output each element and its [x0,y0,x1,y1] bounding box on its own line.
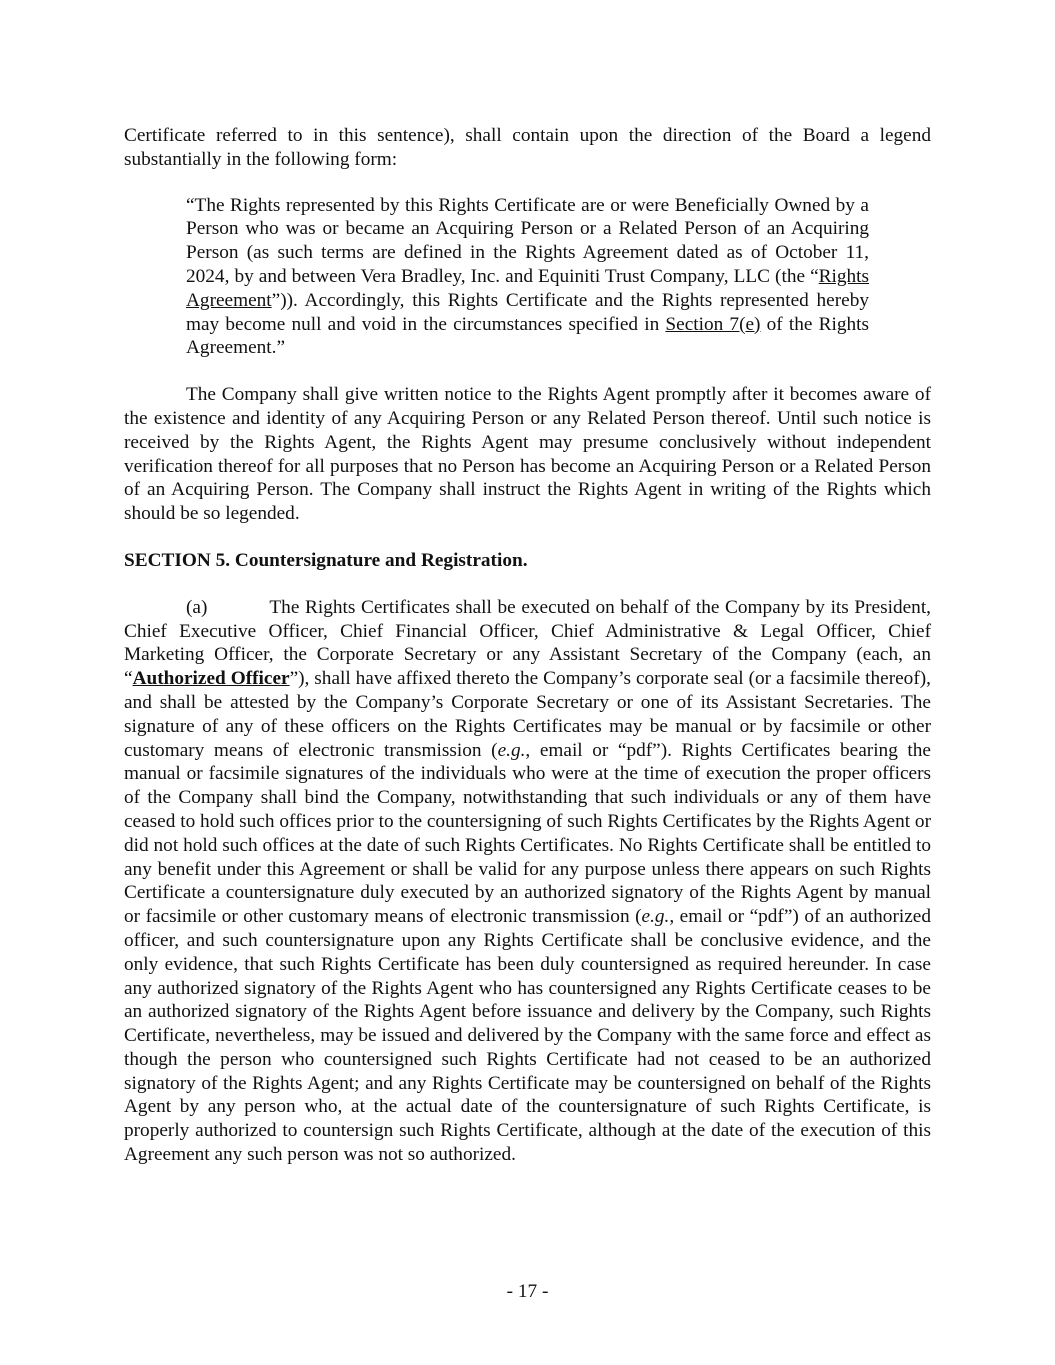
legend-text-1: “The Rights represented by this Rights Certificate are or were Beneficially Owned by a Person who was or became an Acquiring Person or a Related Person of an Acquiring Person (as such terms are defined in the Rights Agreement dated as of October 11, 2024, by and between Vera Bradley, Inc. and Equiniti Trust Company, LLC (the “ [186,194,869,287]
rights-agreement-defined-term: Rights Agreement [186,265,869,311]
paragraph-text: The Company shall give written notice to the Rights Agent promptly after it becomes aware of the existence and identity of any Acquiring Person or any Related Person thereof. Until such notice is received by the Rights Agent, the Rights Agent may presume conclusively without independent verification thereof for all purposes that no Person has become an Acquiring Person or a Related Person of an Acquiring Person. The Company shall instruct the Rights Agent in writing of the Rights which should be so legended. [124,384,931,525]
clause-text-1: The Rights Certificates shall be executed on behalf of the Company by its President, Chief Executive Officer, Chief Financial Officer, Chief Administrative & Legal Officer, Chief Marketing Officer, the Corporate Secretary or any Assistant Secretary of the Company (each, an “ [124,596,931,690]
eg-abbreviation: e.g. [497,739,526,761]
page-number: - 17 - [506,1281,549,1302]
paragraph-legend-intro [124,124,931,172]
section-7e-reference: Section 7(e) [665,313,761,335]
paragraph-text: Certificate referred to in this sentence), shall contain upon the direction of the Board a legend substantially in the following form: [124,125,931,170]
authorized-officer-defined-term: Authorized Officer [132,668,290,690]
clause-label: (a) [186,596,208,618]
clause-text-3: , email or “pdf”). Rights Certificates bearing the manual or facsimile signatures of the individuals who were at the time of execution the proper officers of the Company shall bind the Company, notwithstanding that such individuals or any of them have ceased to hold such offices prior to the countersigning of such Rights Certificates by the Rights Agent or did not hold such offices at the date of such Rights Certificates. No Rights Certificate shall be entitled to any benefit under this Agreement or shall be valid for any purpose unless there appears on such Rights Certificate a countersignature duly executed by an authorized signatory of the Rights Agent by manual or facsimile or other customary means of electronic transmission ( [124,739,931,928]
legend-text-2: ”)). Accordingly, this Rights Certificate and the Rights represented hereby may become null and void in the circumstances specified in [186,289,869,335]
section-heading: SECTION 5. Countersignature and Registration. [124,549,528,571]
paragraph-section-5a [124,596,931,1167]
legend-text-3: of the Rights Agreement.” [186,313,869,359]
eg-abbreviation: e.g. [641,906,670,928]
clause-text-2: ”), shall have affixed thereto the Company’s corporate seal (or a facsimile thereof), and shall be attested by the Company’s Corporate Secretary or one of its Assistant Secretaries. The signature of any of these officers on the Rights Certificates may be manual or by facsimile or other customary means of electronic transmission ( [124,668,931,761]
clause-text-4: , email or “pdf”) of an authorized officer, and such countersignature upon any Rights Certificate shall be conclusive evidence, and the only evidence, that such Rights Certificate has been duly countersigned as required hereunder. In case any authorized signatory of the Rights Agent who has countersigned any Rights Certificate ceases to be an authorized signatory of the Rights Agent before issuance and delivery by the Company, such Rights Certificate, nevertheless, may be issued and delivered by the Company with the same force and effect as though the person who countersigned such Rights Certificate had not ceased to be an authorized signatory of the Rights Agent; and any Rights Certificate may be countersigned on behalf of the Rights Agent by any person who, at the actual date of the countersignature of such Rights Certificate, is properly authorized to countersign such Rights Certificate, although at the date of the execution of this Agreement any such person was not so authorized. [124,906,931,1166]
legend-quote [186,194,869,361]
paragraph-notice [124,383,931,526]
document-page [124,124,931,1167]
